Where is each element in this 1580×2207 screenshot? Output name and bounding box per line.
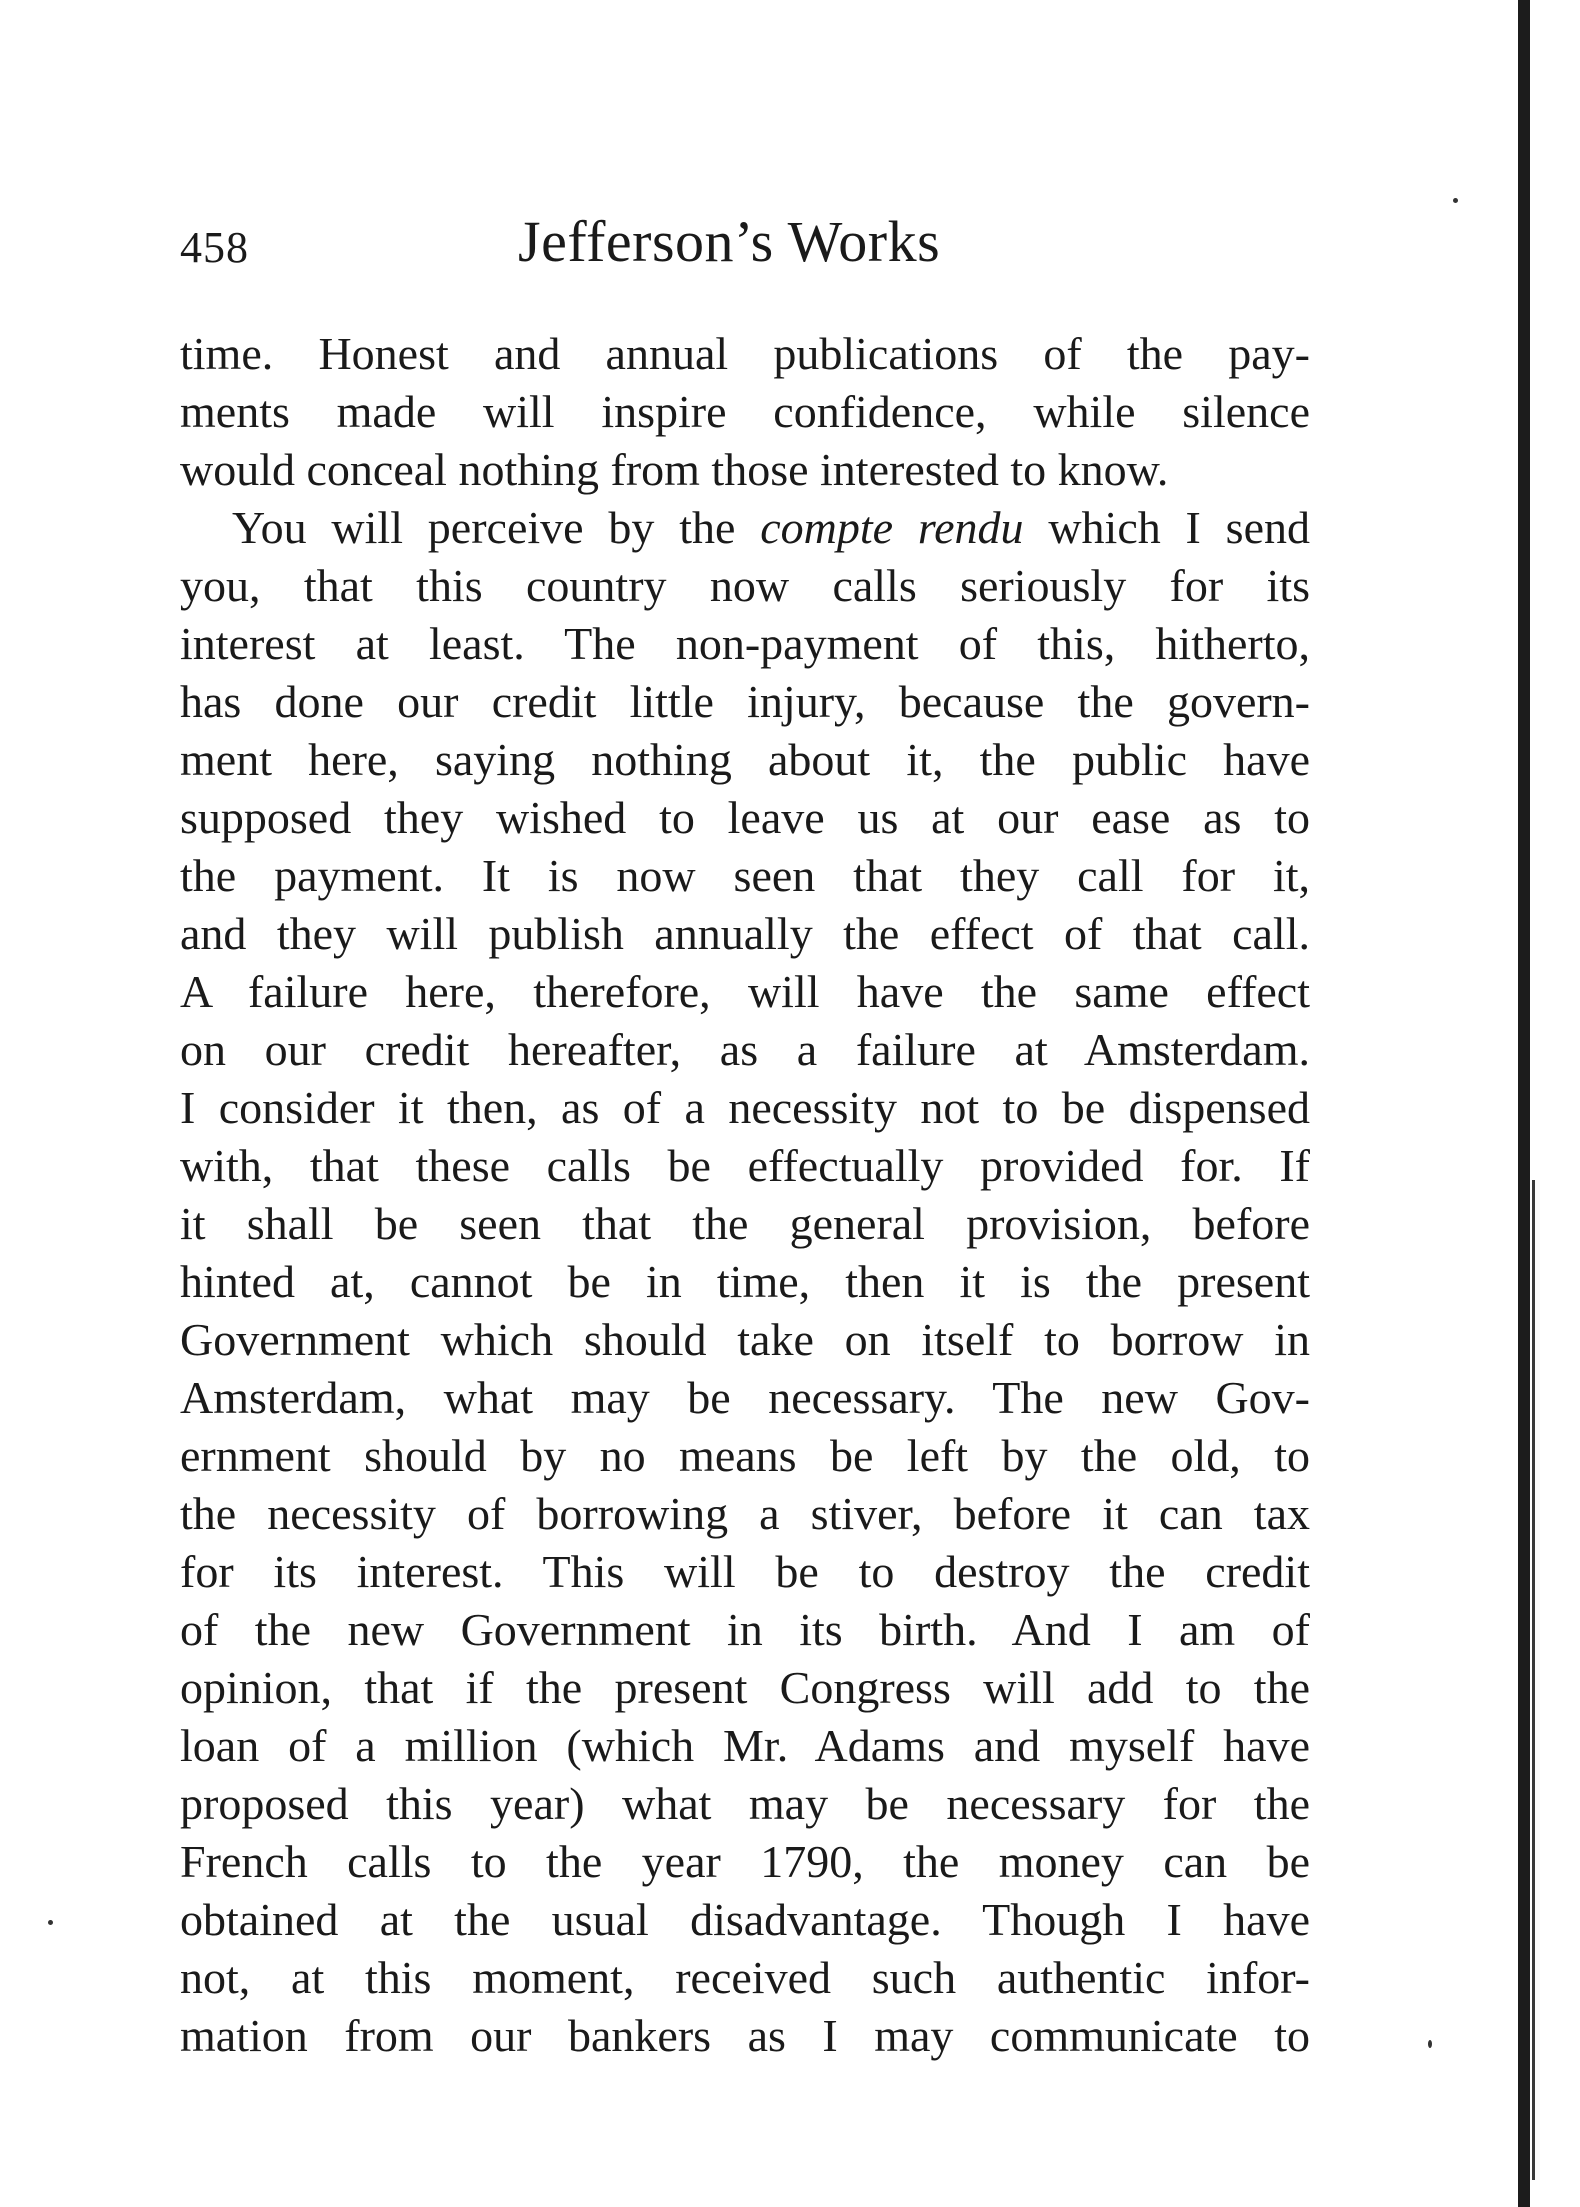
scan-speck: [1428, 2040, 1432, 2048]
text-line: Amsterdam, what may be necessary. The new Gov-: [180, 1372, 1310, 1423]
text-line: and they will publish annually the effect of that call.: [180, 908, 1310, 959]
text-line: ments made will inspire confidence, while silence: [180, 386, 1310, 437]
running-title: Jefferson’s Works: [518, 209, 941, 274]
text-line: you, that this country now calls seriously for its: [180, 560, 1310, 611]
text-line: I consider it then, as of a necessity not to be dispensed: [180, 1082, 1310, 1133]
text-line: A failure here, therefore, will have the same effect: [180, 966, 1310, 1017]
text-line: ernment should by no means be left by the old, to: [180, 1430, 1310, 1481]
text-line: loan of a million (which Mr. Adams and myself have: [180, 1720, 1310, 1771]
text-line: supposed they wished to leave us at our ease as to: [180, 792, 1310, 843]
body-text: [180, 325, 1310, 2065]
scan-speck: [48, 1920, 53, 1925]
text-line: would conceal nothing from those interested to know.: [180, 444, 1169, 495]
text-line: with, that these calls be effectually provided for. If: [180, 1140, 1310, 1191]
text-line: hinted at, cannot be in time, then it is the present: [180, 1256, 1310, 1307]
text-line: opinion, that if the present Congress will add to the: [180, 1662, 1310, 1713]
text-run: which I send: [1023, 502, 1311, 553]
text-line: not, at this moment, received such authentic infor-: [180, 1952, 1310, 2003]
page-number: 458: [180, 223, 249, 272]
text-line: French calls to the year 1790, the money can be: [180, 1836, 1310, 1887]
page-header: [180, 208, 1310, 278]
text-line: for its interest. This will be to destroy the credit: [180, 1546, 1310, 1597]
text-line: time. Honest and annual publications of the pay-: [180, 328, 1310, 379]
text-line: interest at least. The non-payment of this, hitherto,: [180, 618, 1310, 669]
text-line: has done our credit little injury, because the govern-: [180, 676, 1310, 727]
text-run: You will perceive by the: [232, 502, 761, 553]
text-line: Government which should take on itself to borrow in: [180, 1314, 1310, 1365]
page-gutter-shadow: [1518, 0, 1530, 2207]
text-line: obtained at the usual disadvantage. Though I have: [180, 1894, 1310, 1945]
scan-speck: [1453, 198, 1458, 203]
text-line: ment here, saying nothing about it, the public have: [180, 734, 1310, 785]
text-line: of the new Government in its birth. And I am of: [180, 1604, 1310, 1655]
text-line: [180, 499, 1310, 557]
text-line: on our credit hereafter, as a failure at Amsterdam.: [180, 1024, 1310, 1075]
text-line: it shall be seen that the general provision, before: [180, 1198, 1310, 1249]
page-gutter-shadow-thin: [1532, 1180, 1535, 2180]
text-line: mation from our bankers as I may communicate to: [180, 2010, 1310, 2061]
text-line: the necessity of borrowing a stiver, before it can tax: [180, 1488, 1310, 1539]
text-line: proposed this year) what may be necessary for the: [180, 1778, 1310, 1829]
italic-phrase: compte rendu: [760, 502, 1024, 553]
text-line: the payment. It is now seen that they call for it,: [180, 850, 1310, 901]
